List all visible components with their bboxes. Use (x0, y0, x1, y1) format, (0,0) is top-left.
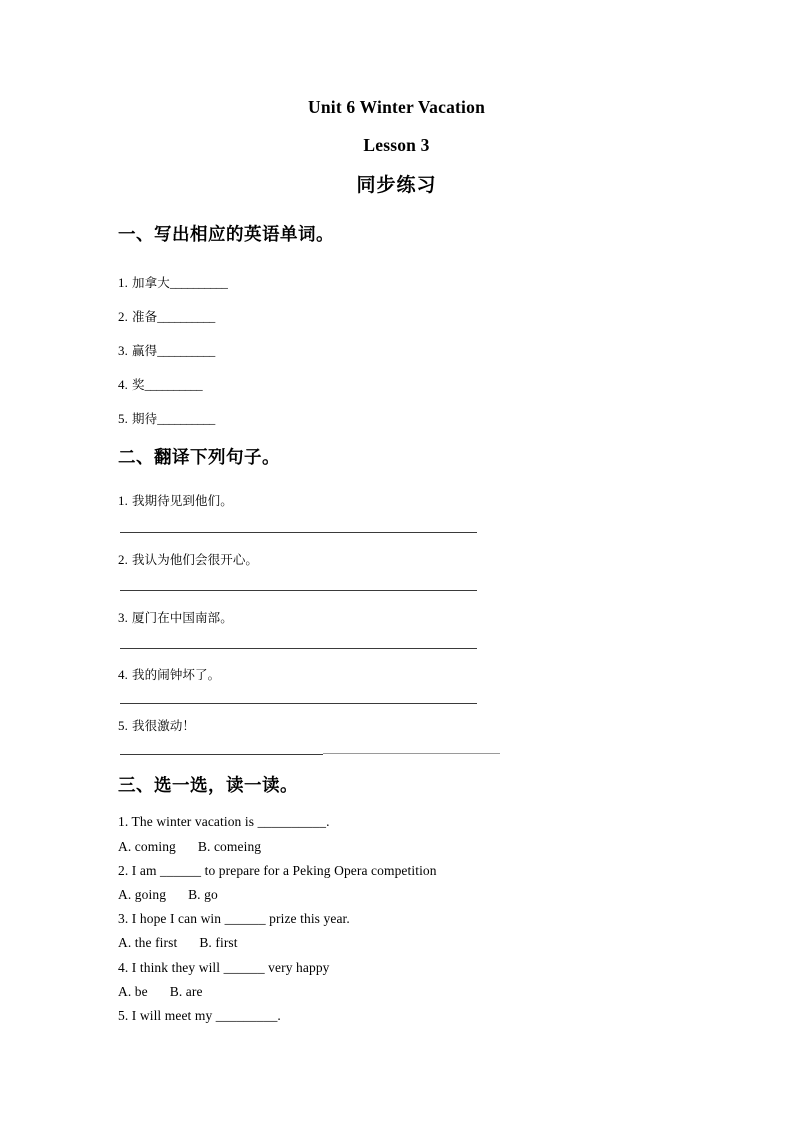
choice-question-4-stem: 4. I think they will ______ very happy (118, 960, 330, 975)
choice-question-4-option-b[interactable]: B. are (169, 984, 203, 999)
answer-line-3[interactable] (120, 648, 477, 649)
word-item-3-text: 赢得 (132, 343, 158, 358)
choice-question-3-option-b[interactable]: B. first (199, 935, 238, 950)
translate-item-3 (118, 608, 233, 626)
choice-question-5-stem: 5. I will meet my _________. (118, 1008, 281, 1023)
translate-item-3-text: 厦门在中国南部。 (132, 610, 233, 625)
page-title-unit: Unit 6 Winter Vacation (308, 97, 485, 117)
translate-item-1-text: 我期待见到他们。 (132, 493, 233, 508)
translate-item-1-number: 1. (118, 493, 128, 508)
translate-item-3-number: 3. (118, 610, 128, 625)
section-heading-three: 三、选一选，读一读。 (118, 776, 298, 796)
word-item-4-text: 奖 (132, 377, 145, 392)
word-item-3 (118, 341, 215, 359)
word-item-3-blank: __________ (157, 344, 215, 358)
word-item-2 (118, 307, 215, 325)
word-item-4-blank: __________ (144, 378, 203, 392)
page-title-lesson: Lesson 3 (363, 135, 430, 155)
translate-item-5 (118, 716, 195, 734)
word-item-5-number: 5. (118, 411, 128, 426)
translate-item-5-text: 我很激动！ (132, 718, 196, 733)
word-item-2-blank: __________ (157, 310, 215, 324)
answer-line-1[interactable] (120, 532, 477, 533)
word-item-3-number: 3. (118, 343, 128, 358)
choice-question-3-option-a[interactable]: A. the first (118, 935, 178, 950)
answer-line-2[interactable] (120, 590, 477, 591)
page-title-subtitle: 同步练习 (356, 174, 437, 196)
translate-item-2-text: 我认为他们会很开心。 (132, 552, 259, 567)
word-item-1 (118, 273, 227, 291)
choice-question-1-option-a[interactable]: A. coming (118, 839, 176, 854)
choice-question-3-options (118, 935, 238, 951)
word-item-1-number: 1. (118, 275, 128, 290)
choice-question-4-options (118, 984, 203, 1000)
answer-line-5-extension[interactable] (323, 753, 500, 754)
choice-question-1-options (118, 839, 261, 855)
choice-question-1-stem: 1. The winter vacation is __________. (118, 814, 330, 829)
choice-question-2-option-a[interactable]: A. going (118, 887, 167, 902)
choice-question-3-stem: 3. I hope I can win ______ prize this year. (118, 911, 350, 926)
translate-item-4-number: 4. (118, 667, 128, 682)
choice-question-2-options (118, 887, 218, 903)
translate-item-5-number: 5. (118, 718, 128, 733)
section-heading-one: 一、写出相应的英语单词。 (118, 225, 334, 245)
translate-item-2-number: 2. (118, 552, 128, 567)
choice-question-1-option-b[interactable]: B. comeing (197, 839, 262, 854)
section-heading-two: 二、翻译下列句子。 (118, 448, 280, 468)
translate-item-1 (118, 491, 233, 509)
word-item-1-blank: __________ (169, 276, 228, 290)
word-item-2-number: 2. (118, 309, 128, 324)
word-item-5-blank: __________ (157, 412, 215, 426)
choice-question-2-stem: 2. I am ______ to prepare for a Peking Opera competition (118, 863, 437, 878)
word-item-5-text: 期待 (132, 411, 158, 426)
word-item-2-text: 准备 (132, 309, 158, 324)
answer-line-5[interactable] (120, 754, 323, 755)
translate-item-4 (118, 665, 220, 683)
word-item-4-number: 4. (118, 377, 128, 392)
answer-line-4[interactable] (120, 703, 477, 704)
choice-question-4-option-a[interactable]: A. be (118, 984, 148, 999)
translate-item-4-text: 我的闹钟坏了。 (132, 667, 221, 682)
translate-item-2 (118, 550, 258, 568)
choice-question-2-option-b[interactable]: B. go (188, 887, 218, 902)
word-item-4 (118, 375, 202, 393)
word-item-1-text: 加拿大 (132, 275, 170, 290)
word-item-5 (118, 409, 215, 427)
